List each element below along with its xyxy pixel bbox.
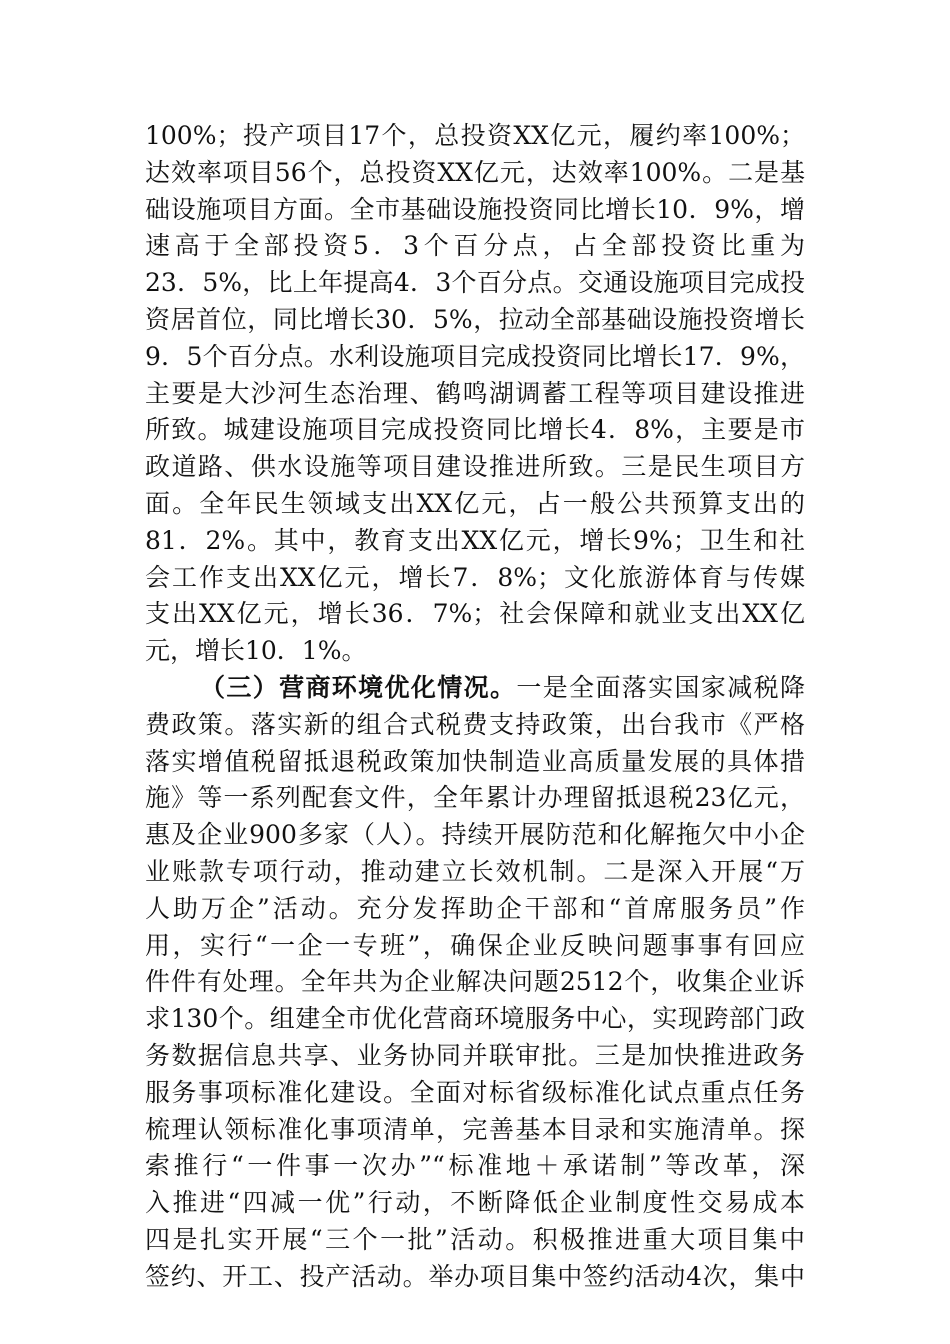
- text-line: 支出XX亿元，增长36．7%；社会保障和就业支出XX亿: [145, 599, 805, 629]
- text-line: 费政策。落实新的组合式税费支持政策，出台我市《严格: [145, 709, 805, 739]
- text-line: 用，实行“一企一专班”，确保企业反映问题事事有回应: [145, 930, 805, 960]
- text-line: 会工作支出XX亿元，增长7．8%；文化旅游体育与传媒: [145, 562, 805, 592]
- text-line: 入推进“四减一优”行动，不断降低企业制度性交易成本: [145, 1188, 805, 1218]
- text-line: 所致。城建设施项目完成投资同比增长4．8%，主要是市: [145, 415, 805, 445]
- text-line: 81．2%。其中，教育支出XX亿元，增长9%；卫生和社: [145, 525, 805, 555]
- text-line: 求130个。组建全市优化营商环境服务中心，实现跨部门政: [145, 1004, 805, 1034]
- text-line: 惠及企业900多家（人）。持续开展防范和化解拖欠中小企: [145, 820, 805, 850]
- text-line: 梳理认领标准化事项清单，完善基本目录和实施清单。探: [145, 1114, 805, 1144]
- text-line: 9．5个百分点。水利设施项目完成投资同比增长17．9%，: [145, 341, 805, 371]
- text-line: 100%；投产项目17个，总投资XX亿元，履约率100%；: [145, 121, 805, 150]
- section-heading: （三）营商环境优化情况。: [200, 672, 517, 702]
- section-first-line: [145, 670, 805, 707]
- document-body: [145, 118, 805, 1296]
- text-line: 索推行“一件事一次办”“标准地＋承诺制”等改革，深: [145, 1151, 805, 1181]
- text-line: 主要是大沙河生态治理、鹤鸣湖调蓄工程等项目建设推进: [145, 378, 805, 408]
- text-line: 务数据信息共享、业务协同并联审批。三是加快推进政务: [145, 1040, 805, 1070]
- text-line: 施》等一系列配套文件，全年累计办理留抵退税23亿元，: [145, 783, 805, 813]
- text-line: 资居首位，同比增长30．5%，拉动全部基础设施投资增长: [145, 304, 805, 334]
- text-line: 达效率项目56个，总投资XX亿元，达效率100%。二是基: [145, 157, 805, 187]
- text-line: 件件有处理。全年共为企业解决问题2512个，收集企业诉: [145, 967, 805, 997]
- text-line: 落实增值税留抵退税政策加快制造业高质量发展的具体措: [145, 746, 805, 776]
- text-line: 人助万企”活动。充分发挥助企干部和“首席服务员”作: [145, 893, 805, 923]
- text-line: 服务事项标准化建设。全面对标省级标准化试点重点任务: [145, 1077, 805, 1107]
- text-line: 速高于全部投资5．3个百分点，占全部投资比重为: [145, 231, 805, 261]
- text-line: 签约、开工、投产活动。举办项目集中签约活动4次，集中: [145, 1261, 805, 1291]
- text-line: 面。全年民生领域支出XX亿元，占一般公共预算支出的: [145, 488, 805, 518]
- text-line: 政道路、供水设施等项目建设推进所致。三是民生项目方: [145, 452, 805, 482]
- text-line: 业账款专项行动，推动建立长效机制。二是深入开展“万: [145, 856, 805, 886]
- text-line: 元，增长10．1%。: [145, 636, 367, 666]
- text-line: 四是扎实开展“三个一批”活动。积极推进重大项目集中: [145, 1224, 805, 1254]
- section-first-line-text: 一是全面落实国家减税降: [516, 672, 805, 702]
- text-line: 23．5%，比上年提高4．3个百分点。交通设施项目完成投: [145, 268, 805, 298]
- text-line: 础设施项目方面。全市基础设施投资同比增长10．9%，增: [145, 194, 805, 224]
